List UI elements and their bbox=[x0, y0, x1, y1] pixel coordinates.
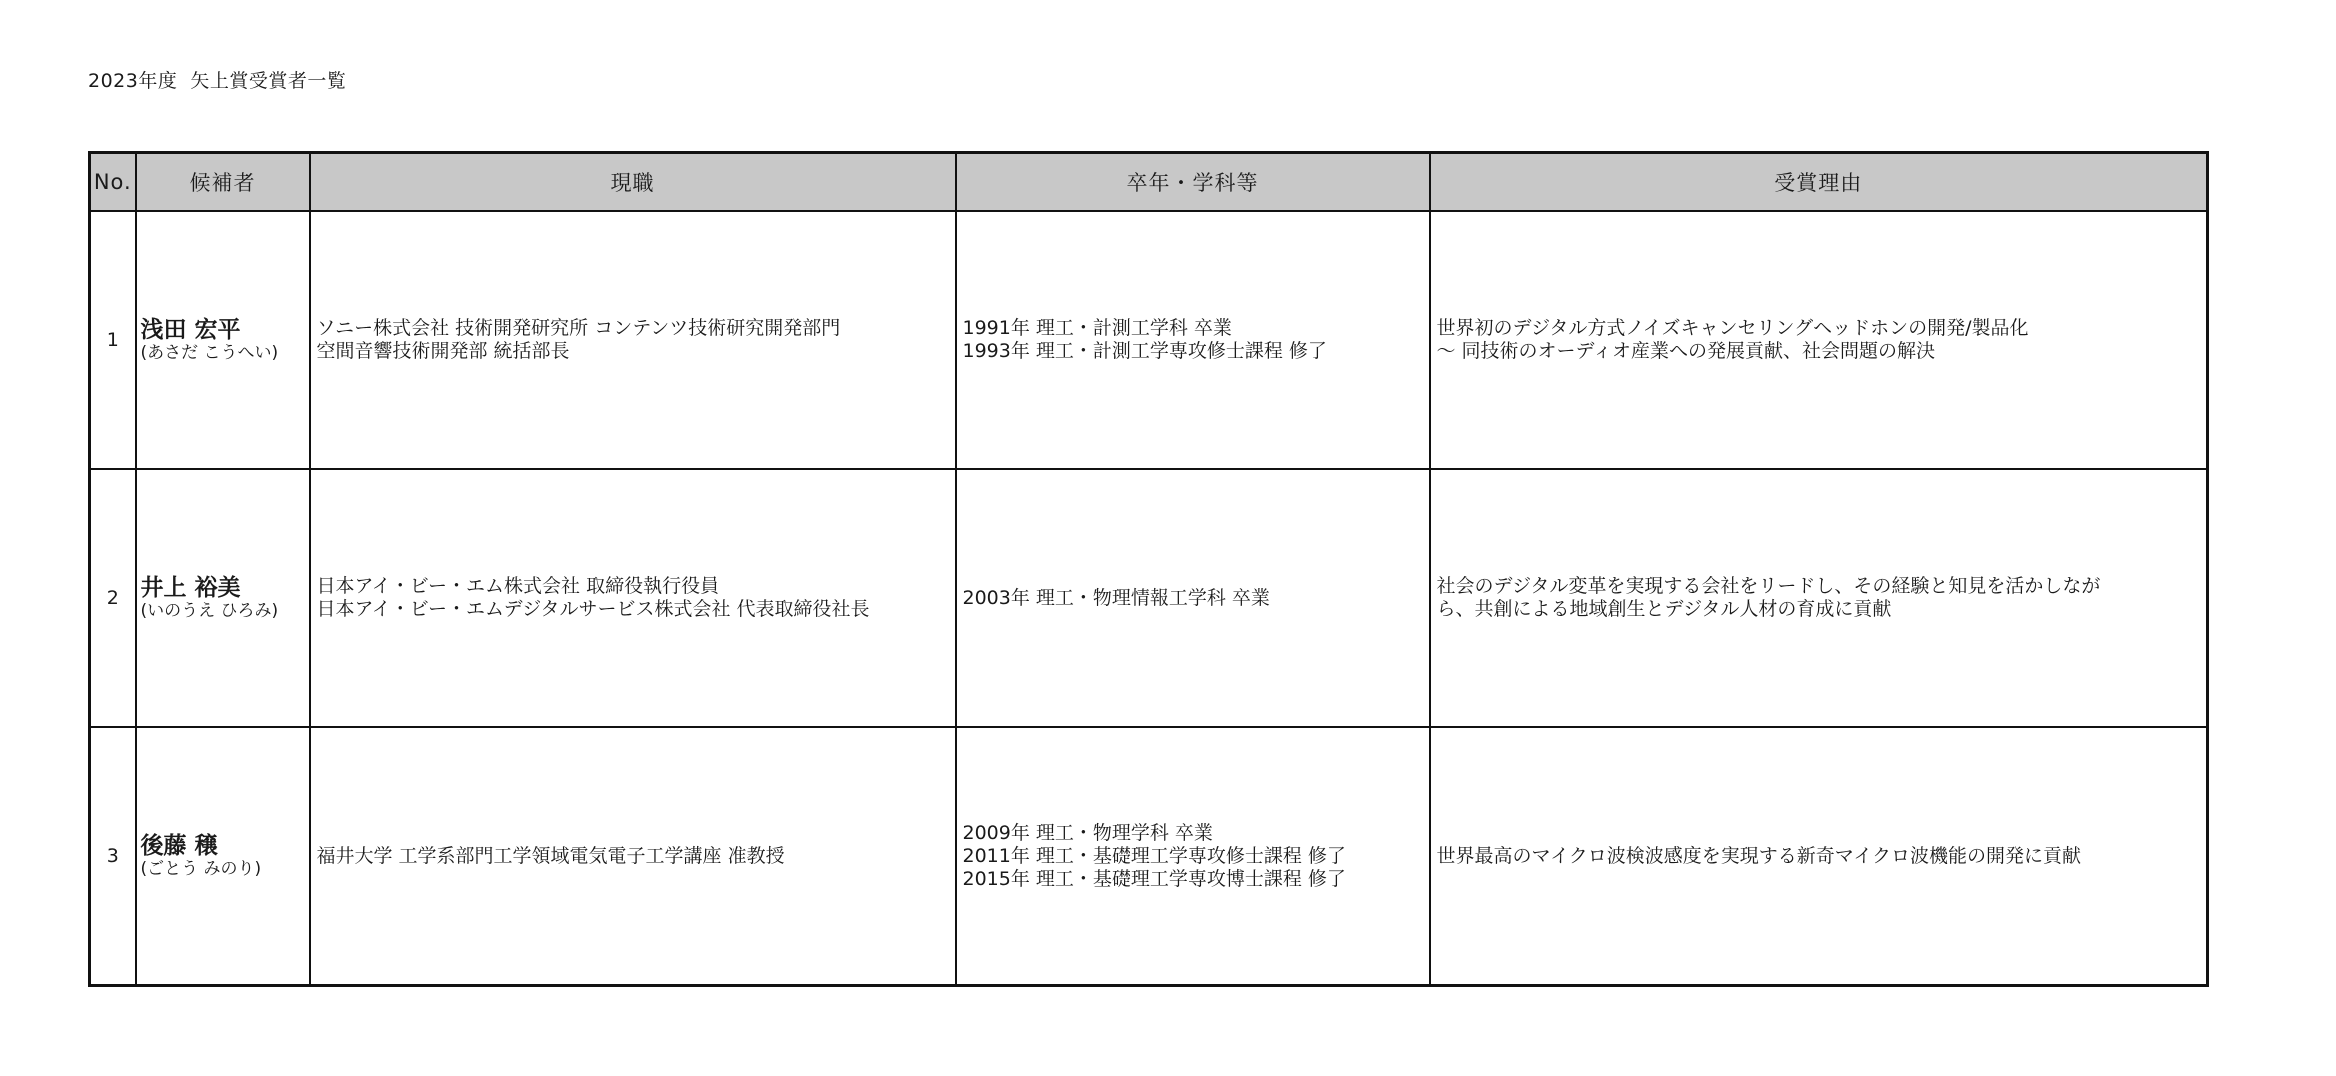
reason-line: ～ 同技術のオーディオ産業への発展貢献、社会問題の解決 bbox=[1436, 340, 1936, 362]
candidate-cell bbox=[136, 727, 310, 986]
position-cell bbox=[310, 727, 956, 986]
position-line: 日本アイ・ビー・エムデジタルサービス株式会社 代表取締役社長 bbox=[316, 598, 870, 620]
position-line: 空間音響技術開発部 統括部長 bbox=[316, 340, 570, 362]
education-line: 2009年 理工・物理学科 卒業 bbox=[962, 821, 1213, 844]
candidate-name: 浅田 宏平 bbox=[140, 317, 241, 343]
row-number: 2 bbox=[90, 469, 136, 727]
candidate-cell bbox=[136, 469, 310, 727]
reason-cell bbox=[1430, 211, 2208, 469]
position-cell bbox=[310, 211, 956, 469]
position-cell bbox=[310, 469, 956, 727]
education-line: 2011年 理工・基礎理工学専攻修士課程 修了 bbox=[962, 844, 1346, 867]
header-education: 卒年・学科等 bbox=[956, 153, 1430, 212]
candidate-kana: (いのうえ ひろみ) bbox=[140, 601, 279, 621]
position-line: 日本アイ・ビー・エム株式会社 取締役執行役員 bbox=[316, 575, 720, 597]
education-line: 1993年 理工・計測工学専攻修士課程 修了 bbox=[962, 340, 1327, 362]
candidate-cell bbox=[136, 211, 310, 469]
candidate-kana: (ごとう みのり) bbox=[140, 859, 262, 879]
position-line: 福井大学 工学系部門工学領域電気電子工学講座 准教授 bbox=[316, 844, 785, 867]
education-cell bbox=[956, 727, 1430, 986]
header-position: 現職 bbox=[310, 153, 956, 212]
header-no: No. bbox=[90, 153, 136, 212]
row-number: 3 bbox=[90, 727, 136, 986]
header-reason: 受賞理由 bbox=[1430, 153, 2208, 212]
table-row bbox=[90, 211, 2208, 469]
candidate-kana: (あさだ こうへい) bbox=[140, 343, 279, 363]
row-number: 1 bbox=[90, 211, 136, 469]
reason-line: 世界初のデジタル方式ノイズキャンセリングヘッドホンの開発/製品化 bbox=[1436, 317, 2029, 339]
table-header-row bbox=[90, 153, 2208, 212]
reason-cell bbox=[1430, 469, 2208, 727]
position-line: ソニー株式会社 技術開発研究所 コンテンツ技術研究開発部門 bbox=[316, 317, 841, 339]
education-line: 1991年 理工・計測工学科 卒業 bbox=[962, 317, 1232, 339]
education-line: 2015年 理工・基礎理工学専攻博士課程 修了 bbox=[962, 867, 1346, 890]
table-row bbox=[90, 727, 2208, 986]
awardees-table bbox=[88, 151, 2209, 987]
reason-line: ら、共創による地域創生とデジタル人材の育成に貢献 bbox=[1436, 598, 1892, 620]
candidate-name: 後藤 穣 bbox=[140, 833, 218, 859]
education-cell bbox=[956, 469, 1430, 727]
education-cell bbox=[956, 211, 1430, 469]
reason-cell bbox=[1430, 727, 2208, 986]
header-candidate: 候補者 bbox=[136, 153, 310, 212]
reason-line: 社会のデジタル変革を実現する会社をリードし、その経験と知見を活かしなが bbox=[1436, 575, 2101, 597]
table-row bbox=[90, 469, 2208, 727]
candidate-name: 井上 裕美 bbox=[140, 575, 241, 601]
page-title: 2023年度 矢上賞受賞者一覧 bbox=[88, 70, 347, 92]
reason-line: 世界最高のマイクロ波検波感度を実現する新奇マイクロ波機能の開発に貢献 bbox=[1436, 844, 2081, 867]
education-line: 2003年 理工・物理情報工学科 卒業 bbox=[962, 586, 1270, 609]
